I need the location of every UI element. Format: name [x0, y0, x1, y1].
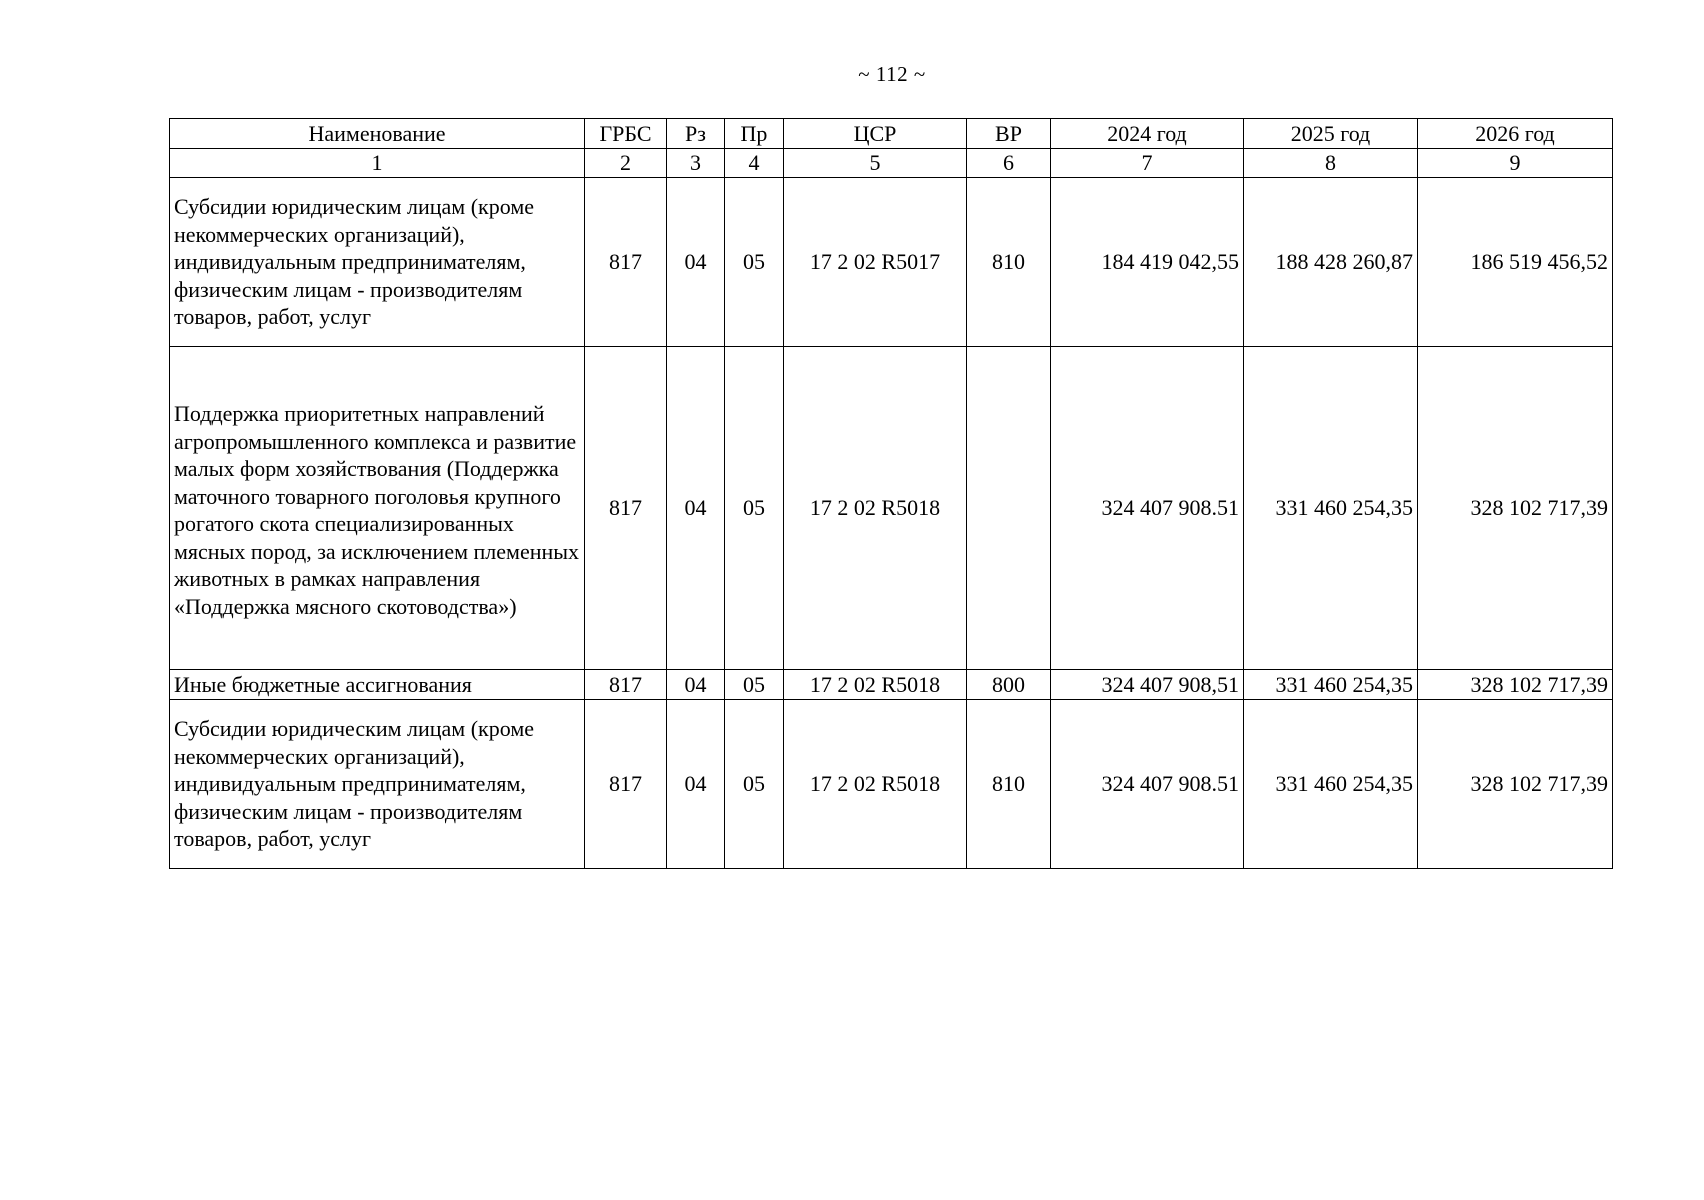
budget-table	[169, 118, 1613, 869]
row-amount-2025: 331 460 254,35	[1244, 347, 1418, 670]
column-number: 6	[967, 149, 1051, 178]
table-row	[170, 670, 1613, 700]
header-csr: ЦСР	[784, 119, 967, 149]
column-number: 9	[1418, 149, 1613, 178]
column-number: 5	[784, 149, 967, 178]
row-amount-2024: 324 407 908.51	[1051, 700, 1244, 869]
column-number: 8	[1244, 149, 1418, 178]
row-amount-2024: 184 419 042,55	[1051, 178, 1244, 347]
row-pr: 05	[725, 347, 784, 670]
row-name: Субсидии юридическим лицам (кроме некоммерческих организаций), индивидуальным предпринимателям, физическим лицам - производителям товаров, работ, услуг	[170, 178, 585, 347]
row-amount-2026: 328 102 717,39	[1418, 347, 1613, 670]
row-rz: 04	[667, 670, 725, 700]
row-vr: 800	[967, 670, 1051, 700]
table-row	[170, 178, 1613, 347]
header-2024: 2024 год	[1051, 119, 1244, 149]
table-row	[170, 700, 1613, 869]
header-grbs: ГРБС	[585, 119, 667, 149]
row-amount-2026: 328 102 717,39	[1418, 700, 1613, 869]
header-2026: 2026 год	[1418, 119, 1613, 149]
row-grbs: 817	[585, 178, 667, 347]
row-amount-2025: 331 460 254,35	[1244, 700, 1418, 869]
header-row	[170, 119, 1613, 149]
row-amount-2024: 324 407 908,51	[1051, 670, 1244, 700]
column-number: 7	[1051, 149, 1244, 178]
row-name: Иные бюджетные ассигнования	[170, 670, 585, 700]
column-number-row	[170, 149, 1613, 178]
column-number: 3	[667, 149, 725, 178]
row-grbs: 817	[585, 670, 667, 700]
row-amount-2025: 331 460 254,35	[1244, 670, 1418, 700]
row-vr	[967, 347, 1051, 670]
row-pr: 05	[725, 670, 784, 700]
header-2025: 2025 год	[1244, 119, 1418, 149]
row-vr: 810	[967, 700, 1051, 869]
header-vr: ВР	[967, 119, 1051, 149]
row-rz: 04	[667, 347, 725, 670]
row-csr: 17 2 02 R5018	[784, 700, 967, 869]
header-rz: Рз	[667, 119, 725, 149]
column-number: 4	[725, 149, 784, 178]
column-number: 1	[170, 149, 585, 178]
row-pr: 05	[725, 700, 784, 869]
row-rz: 04	[667, 700, 725, 869]
row-vr: 810	[967, 178, 1051, 347]
row-csr: 17 2 02 R5018	[784, 347, 967, 670]
header-name: Наименование	[170, 119, 585, 149]
column-number: 2	[585, 149, 667, 178]
row-csr: 17 2 02 R5018	[784, 670, 967, 700]
row-rz: 04	[667, 178, 725, 347]
row-pr: 05	[725, 178, 784, 347]
header-pr: Пр	[725, 119, 784, 149]
row-amount-2026: 186 519 456,52	[1418, 178, 1613, 347]
row-grbs: 817	[585, 700, 667, 869]
row-amount-2024: 324 407 908.51	[1051, 347, 1244, 670]
row-name: Субсидии юридическим лицам (кроме некоммерческих организаций), индивидуальным предпринимателям, физическим лицам - производителям товаров, работ, услуг	[170, 700, 585, 869]
row-name: Поддержка приоритетных направлений агропромышленного комплекса и развитие малых форм хозяйствования (Поддержка маточного товарного поголовья крупного рогатого скота специализированных мясных пород, за исключением племенных животных в рамках направления «Поддержка мясного скотоводства»)	[170, 347, 585, 670]
row-amount-2025: 188 428 260,87	[1244, 178, 1418, 347]
row-csr: 17 2 02 R5017	[784, 178, 967, 347]
page-number: ~ 112 ~	[858, 62, 926, 86]
row-amount-2026: 328 102 717,39	[1418, 670, 1613, 700]
row-grbs: 817	[585, 347, 667, 670]
table-row	[170, 347, 1613, 670]
